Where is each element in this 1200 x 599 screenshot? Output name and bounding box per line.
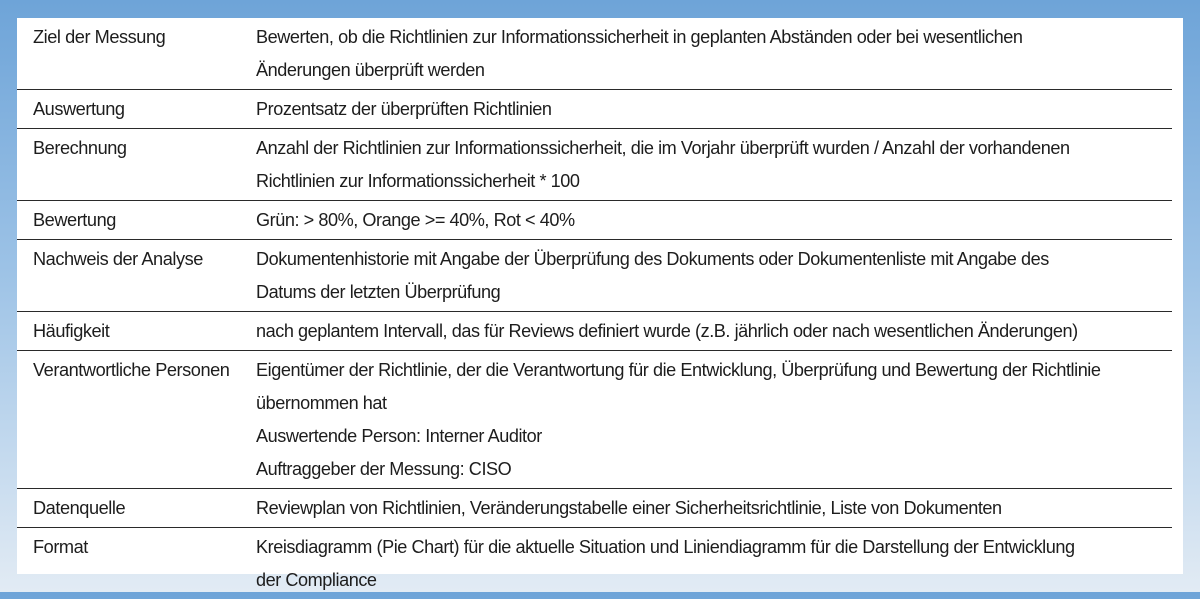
table-row-auswertung [17, 90, 1172, 129]
table-row-berechnung [17, 129, 1172, 201]
table-row-haeufigkeit [17, 312, 1172, 351]
value-line: nach geplantem Intervall, das für Reviews definiert wurde (z.B. jährlich oder nach wesentlichen Änderungen) [256, 315, 1168, 348]
table-row-bewertung [17, 201, 1172, 240]
table-row-nachweis [17, 240, 1172, 312]
value-line: Auftraggeber der Messung: CISO [256, 453, 1168, 486]
row-label: Berechnung [17, 129, 256, 201]
value-line: Bewerten, ob die Richtlinien zur Informationssicherheit in geplanten Abständen oder bei wesentlichen [256, 21, 1168, 54]
value-line: Auswertende Person: Interner Auditor [256, 420, 1168, 453]
row-value [256, 528, 1172, 599]
value-line: Grün: > 80%, Orange >= 40%, Rot < 40% [256, 204, 1168, 237]
value-line: Eigentümer der Richtlinie, der die Verantwortung für die Entwicklung, Überprüfung und Bewertung der Richtlinie [256, 354, 1168, 387]
row-value [256, 18, 1172, 90]
value-line: der Compliance [256, 564, 1168, 597]
row-value [256, 90, 1172, 129]
value-line: Prozentsatz der überprüften Richtlinien [256, 93, 1168, 126]
table-row-verantwortliche [17, 351, 1172, 489]
value-line: übernommen hat [256, 387, 1168, 420]
table-row-ziel [17, 18, 1172, 90]
row-label: Datenquelle [17, 489, 256, 528]
metric-definition-table [17, 18, 1172, 599]
value-line: Kreisdiagramm (Pie Chart) für die aktuelle Situation und Liniendiagramm für die Darstellung der Entwicklung [256, 531, 1168, 564]
row-label: Bewertung [17, 201, 256, 240]
value-line: Anzahl der Richtlinien zur Informationssicherheit, die im Vorjahr überprüft wurden / Anzahl der vorhandenen [256, 132, 1168, 165]
value-line: Reviewplan von Richtlinien, Veränderungstabelle einer Sicherheitsrichtlinie, Liste von Dokumenten [256, 492, 1168, 525]
value-line: Änderungen überprüft werden [256, 54, 1168, 87]
row-value [256, 351, 1172, 489]
row-label: Auswertung [17, 90, 256, 129]
row-label: Format [17, 528, 256, 599]
value-line: Richtlinien zur Informationssicherheit * 100 [256, 165, 1168, 198]
row-value [256, 240, 1172, 312]
row-label: Verantwortliche Personen [17, 351, 256, 489]
value-line: Datums der letzten Überprüfung [256, 276, 1168, 309]
row-label: Häufigkeit [17, 312, 256, 351]
row-value [256, 201, 1172, 240]
table-row-format [17, 528, 1172, 599]
row-label: Ziel der Messung [17, 18, 256, 90]
row-value [256, 129, 1172, 201]
table-row-datenquelle [17, 489, 1172, 528]
row-value [256, 489, 1172, 528]
document-panel [17, 18, 1183, 574]
row-value [256, 312, 1172, 351]
value-line: Dokumentenhistorie mit Angabe der Überprüfung des Dokuments oder Dokumentenliste mit Angabe des [256, 243, 1168, 276]
row-label: Nachweis der Analyse [17, 240, 256, 312]
